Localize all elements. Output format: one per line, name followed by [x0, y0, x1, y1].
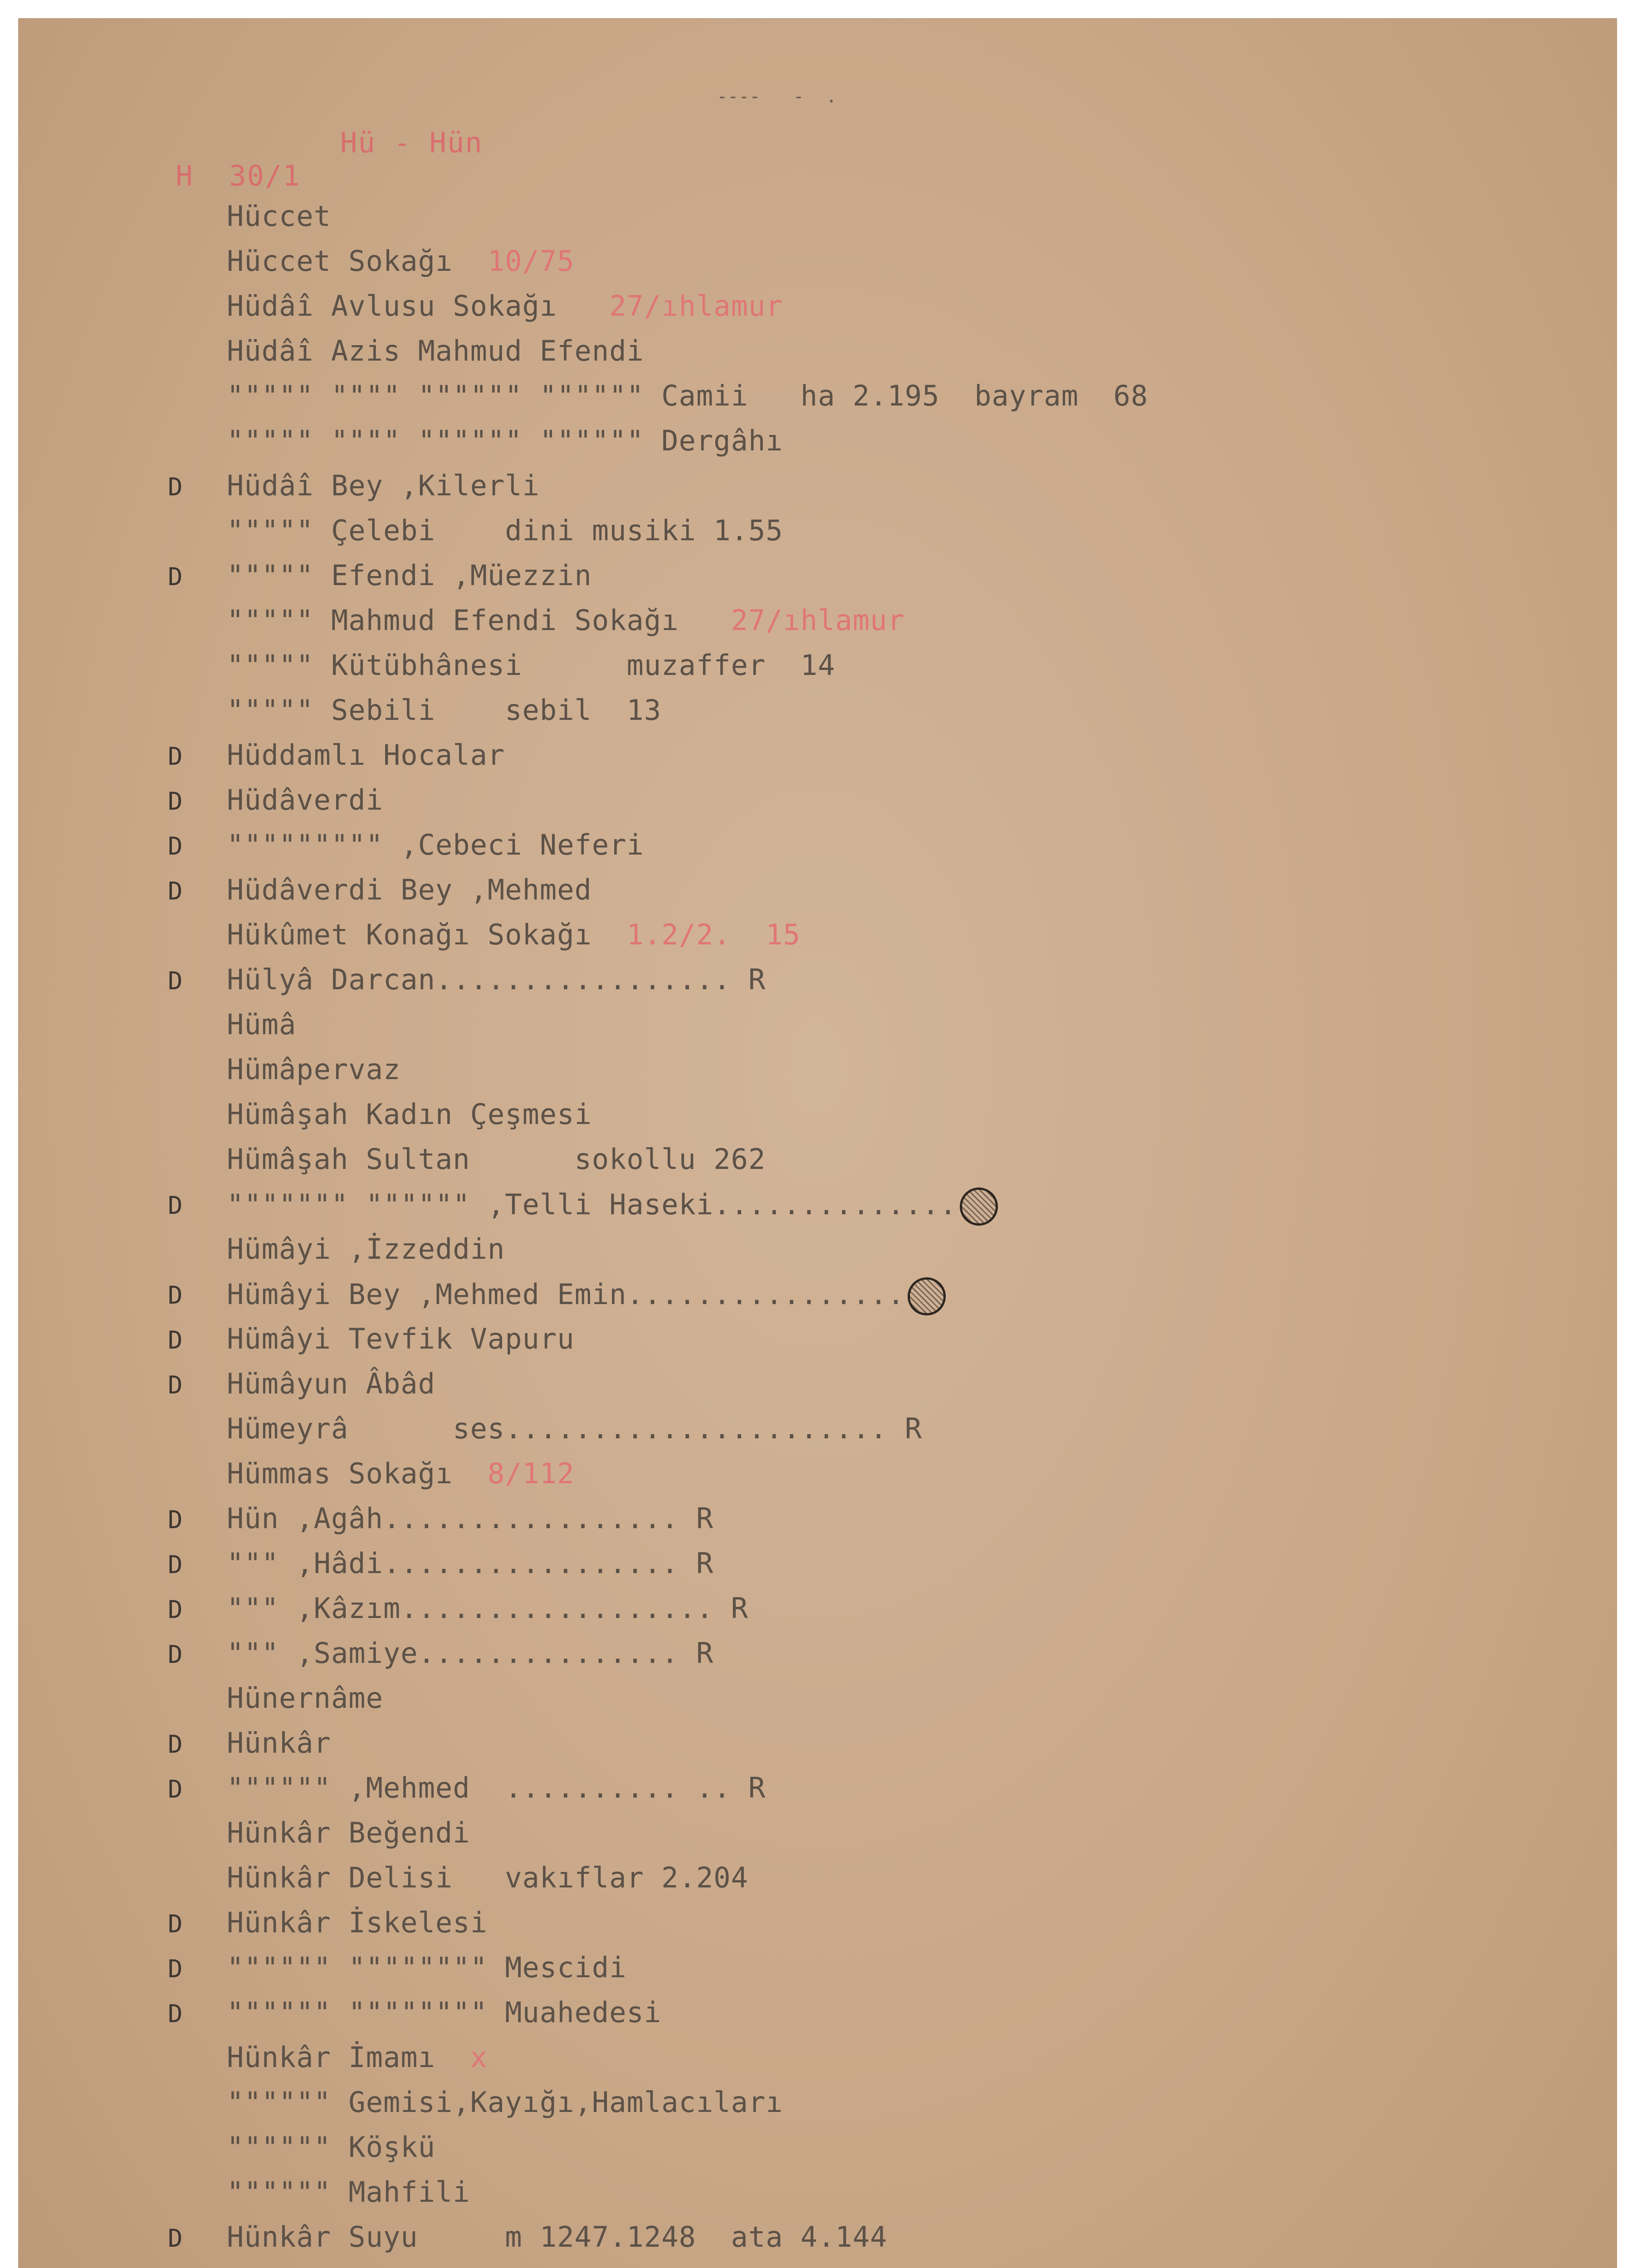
entry-text: """"" Mahmud Efendi Sokağı 27/ıhlamur	[227, 604, 905, 637]
entry-text: Hülyâ Darcan................. R	[227, 963, 766, 996]
entry-mark: D	[168, 1640, 183, 1669]
entry-mark: D	[168, 1910, 183, 1938]
entry-text: Hüccet	[227, 200, 331, 233]
entry-mark	[168, 293, 186, 316]
entry-text: Hümâyi Tevfik Vapuru	[227, 1322, 575, 1355]
entry-mark: D	[168, 787, 183, 816]
entry-text: """"" Kütübhânesi muzaffer 14	[227, 649, 836, 682]
entry-mark	[168, 1820, 186, 1843]
entry-mark: D	[168, 877, 183, 905]
entry-mark	[168, 1685, 186, 1708]
stamp-icon	[908, 1277, 946, 1315]
entry-text: Hüdâverdi	[227, 783, 383, 816]
entry-text: """"" Efendi ,Müezzin	[227, 559, 592, 592]
entry-text: Hümâpervaz	[227, 1053, 401, 1086]
entry-text: Hümâşah Kadın Çeşmesi	[227, 1098, 592, 1131]
entry-mark: D	[168, 2224, 183, 2253]
entry-text: """"" """" """""" """""" Dergâhı	[227, 424, 783, 457]
entry-mark: D	[168, 1955, 183, 1983]
entry-text: Hümâyi ,İzzeddin	[227, 1232, 505, 1266]
entry-mark: D	[168, 1326, 183, 1354]
entry-note: 10/75	[487, 244, 575, 278]
entry-mark	[168, 1236, 186, 1259]
entry-mark	[168, 1012, 186, 1034]
entry-mark	[168, 697, 186, 720]
entry-text: Hümeyrâ ses...................... R	[227, 1412, 923, 1445]
entry-mark: D	[168, 1730, 183, 1759]
entry-mark	[168, 2044, 186, 2067]
entry-mark	[168, 2089, 186, 2112]
entry-text: """ ,Kâzım.................. R	[227, 1592, 748, 1625]
entry-text: """""" Köşkü	[227, 2131, 435, 2164]
entry-text: """"" """" """""" """""" Camii ha 2.195 bayram 68	[227, 379, 1148, 412]
entry-text: Hünkâr	[227, 1726, 331, 1760]
entry-text: """""" """""""" Muahedesi	[227, 1996, 662, 2029]
entry-text: Hüdâî Azis Mahmud Efendi	[227, 334, 644, 367]
entry-text: """"""""" ,Cebeci Neferi	[227, 828, 644, 861]
entry-text: Hünkâr Beğendi	[227, 1816, 470, 1849]
entry-mark: D	[168, 742, 183, 771]
entry-mark	[168, 607, 186, 630]
entry-mark	[168, 1056, 186, 1079]
entry-text: Hümâ	[227, 1008, 297, 1041]
entry-text: Hümmas Sokağı 8/112	[227, 1457, 575, 1490]
entry-mark	[168, 1146, 186, 1169]
entry-mark: D	[168, 473, 183, 501]
entry-text: Hüddamlı Hocalar	[227, 738, 505, 772]
card-code: H 30/1	[176, 159, 301, 192]
entry-note: 1.2/2. 15	[626, 918, 801, 951]
entry-text: """""" Gemisi,Kayığı,Hamlacıları	[227, 2086, 783, 2119]
entry-mark: D	[168, 1191, 183, 1220]
entry-text: Hüdâî Avlusu Sokağı 27/ıhlamur	[227, 289, 783, 323]
entry-mark	[168, 383, 186, 406]
entry-text: Hüdâî Bey ,Kilerli	[227, 469, 540, 502]
entry-mark	[168, 1101, 186, 1124]
entry-text: """""" Mahfili	[227, 2175, 470, 2209]
entry-mark	[168, 428, 186, 450]
entry-mark	[168, 1865, 186, 1887]
entry-text: """""" ,Mehmed .......... .. R	[227, 1771, 766, 1804]
entry-text: Hümâyun Âbâd	[227, 1367, 435, 1400]
entry-text: Hükûmet Konağı Sokağı 1.2/2. 15	[227, 918, 801, 951]
entry-note: x	[470, 2041, 488, 2074]
entry-text: Hüdâverdi Bey ,Mehmed	[227, 873, 592, 906]
entry-text: Hünkâr Delisi vakıflar 2.204	[227, 1861, 748, 1894]
entry-mark: D	[168, 1505, 183, 1534]
entry-text: """"" Çelebi dini musiki 1.55	[227, 514, 783, 547]
entry-mark	[168, 922, 186, 944]
entry-text: Hünkâr Suyu m 1247.1248 ata 4.144	[227, 2220, 888, 2253]
entry-mark: D	[168, 967, 183, 995]
entry-text: """ ,Samiye............... R	[227, 1637, 714, 1670]
stamp-icon	[960, 1188, 998, 1226]
entry-text: """ ,Hâdi................. R	[227, 1547, 714, 1580]
entry-mark: D	[168, 562, 183, 591]
entry-mark: D	[168, 1775, 183, 1804]
entry-mark	[168, 652, 186, 675]
entry-mark	[168, 2134, 186, 2157]
entry-text: """"""" """""" ,Telli Haseki..............	[227, 1188, 998, 1226]
card-header	[104, 126, 483, 259]
card-range: Hü - Hün	[340, 126, 483, 159]
entry-mark	[168, 1416, 186, 1438]
entry-mark: D	[168, 1371, 183, 1399]
archive-card	[18, 18, 1617, 2268]
entry-note: 8/112	[487, 1457, 575, 1490]
entry-mark	[168, 2179, 186, 2202]
entry-mark: D	[168, 1999, 183, 2028]
entry-mark	[168, 518, 186, 540]
entry-text: """"" Sebili sebil 13	[227, 694, 662, 727]
entry-note: 27/ıhlamur	[731, 604, 905, 637]
entry-mark	[168, 203, 186, 226]
entry-mark: D	[168, 1281, 183, 1310]
entry-text: """""" """""""" Mescidi	[227, 1951, 627, 1984]
entry-mark: D	[168, 1550, 183, 1579]
entry-mark	[168, 1461, 186, 1483]
top-marks: ---- - .	[717, 86, 837, 107]
entry-text: Hünkâr İmamı x	[227, 2041, 488, 2074]
entry-note: 27/ıhlamur	[609, 289, 783, 323]
entry-text: Hünernâme	[227, 1681, 383, 1715]
entry-text: Hün ,Agâh................. R	[227, 1502, 714, 1535]
entry-mark: D	[168, 832, 183, 860]
entry-text: Hümâşah Sultan sokollu 262	[227, 1143, 766, 1176]
entry-text: Hüccet Sokağı 10/75	[227, 244, 575, 278]
entry-mark: D	[168, 1595, 183, 1624]
entry-text: Hünkâr İskelesi	[227, 1906, 488, 1939]
entry-mark	[168, 248, 186, 271]
entry-text: Hümâyi Bey ,Mehmed Emin................	[227, 1277, 946, 1315]
entry-mark	[168, 338, 186, 361]
